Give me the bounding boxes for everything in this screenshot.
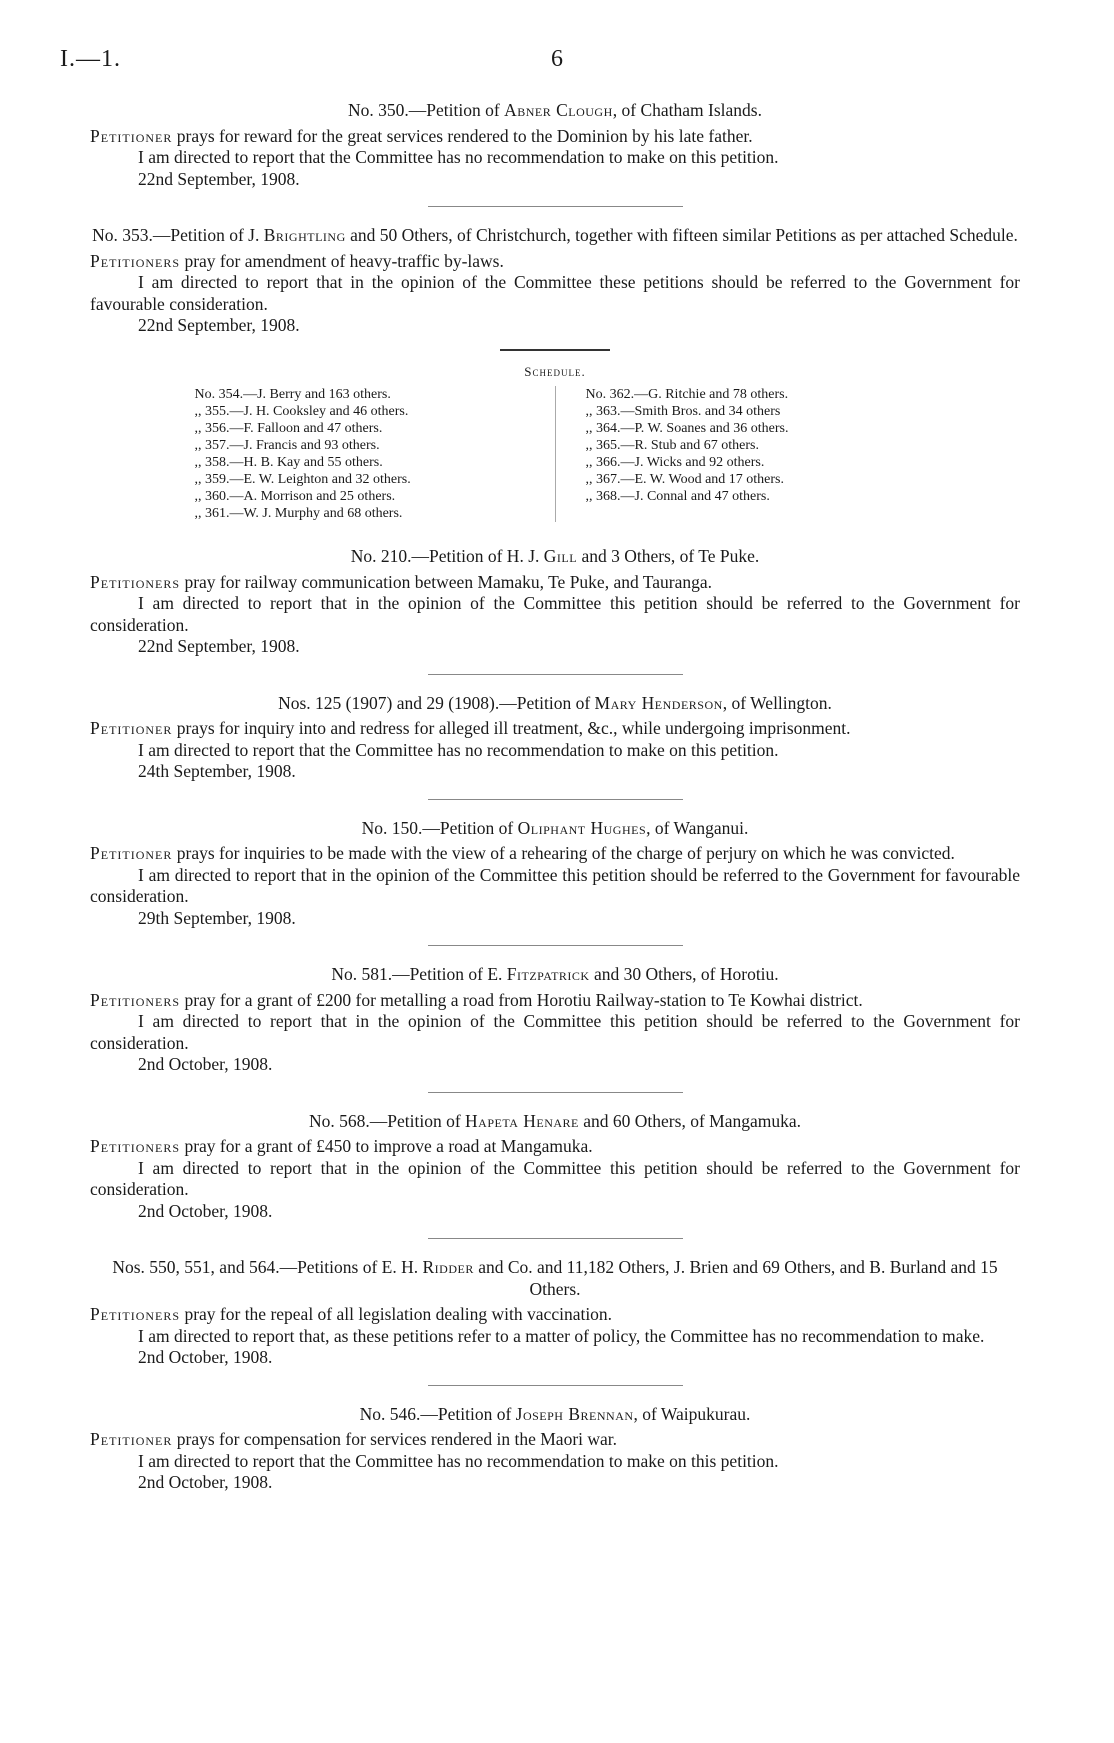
petitioner-name: Brightling — [263, 225, 346, 245]
petition-prayer: Petitioners pray for the repeal of all legislation dealing with vaccination. — [90, 1304, 613, 1324]
petitioner-name: Mary Henderson — [594, 692, 723, 713]
petition-prayer: Petitioners pray for railway communication between Mamaku, Te Puke, and Tauranga. — [90, 571, 713, 592]
section-divider — [428, 799, 683, 800]
schedule-item: ,, 368.—J. Connal and 47 others. — [585, 489, 770, 504]
petition-title: No. 210.—Petition of H. J. Gill and 3 Others, of Te Puke. — [350, 546, 760, 566]
schedule-item: ,, 355.—J. H. Cooksley and 46 others. — [194, 404, 409, 419]
report-date: 22nd September, 1908. — [138, 168, 300, 189]
petition-title: No. 150.—Petition of Oliphant Hughes, of Wanganui. — [361, 817, 749, 838]
committee-report: I am directed to report that the Committee has no recommendation to make on this petition. — [138, 739, 779, 760]
schedule-right-column — [556, 386, 916, 522]
petitioner-name: Ridder — [422, 1257, 474, 1277]
report-date: 2nd October, 1908. — [138, 1347, 273, 1367]
petition-section — [90, 100, 1020, 190]
committee-report: I am directed to report that in the opinion of the Committee this petition should be referred to the Government for favourable consideration. — [90, 864, 1020, 906]
report-date: 22nd September, 1908. — [138, 315, 300, 335]
committee-report: I am directed to report that the Committee has no recommendation to make on this petition. — [138, 1450, 779, 1471]
petition-prayer: Petitioners pray for amendment of heavy-traffic by-laws. — [90, 250, 504, 271]
report-date: 2nd October, 1908. — [138, 1200, 273, 1221]
schedule-item: ,, 360.—A. Morrison and 25 others. — [194, 489, 396, 504]
petitioner-name: Hapeta Henare — [465, 1110, 579, 1131]
committee-report: I am directed to report that, as these petitions refer to a matter of policy, the Committee has no recommendation to make. — [138, 1325, 985, 1346]
petitioner-name: Fitzpatrick — [506, 964, 590, 984]
petition-title: No. 353.—Petition of J. Brightling and 50 Others, of Christchurch, together with fifteen similar Petitions as per attached Schedule. — [92, 225, 1018, 245]
committee-report: I am directed to report that in the opinion of the Committee these petitions should be referred to the Government for favourable consideration. — [90, 272, 1020, 314]
petition-prayer: Petitioner prays for inquiry into and redress for alleged ill treatment, &c., while undergoing imprisonment. — [90, 718, 851, 738]
committee-report: I am directed to report that the Committee has no recommendation to make on this petition. — [138, 147, 779, 167]
page-number: 6 — [551, 46, 563, 72]
schedule-title: Schedule. — [524, 363, 586, 379]
committee-report: I am directed to report that in the opinion of the Committee this petition should be referred to the Government for consideration. — [90, 1011, 1020, 1053]
committee-report: I am directed to report that in the opinion of the Committee this petition should be referred to the Government for consideration. — [90, 593, 1020, 635]
petition-title: No. 568.—Petition of Hapeta Henare and 60 Others, of Mangamuka. — [308, 1110, 801, 1131]
schedule-divider — [500, 349, 610, 351]
petition-prayer: Petitioner prays for inquiries to be made with the view of a rehearing of the charge of perjury on which he was convicted. — [90, 843, 955, 863]
document-reference: I.—1. — [60, 46, 121, 72]
schedule-item: ,, 361.—W. J. Murphy and 68 others. — [194, 506, 403, 521]
petitioner-name: Joseph Brennan — [515, 1403, 634, 1424]
committee-report: I am directed to report that in the opinion of the Committee this petition should be referred to the Government for consideration. — [90, 1157, 1020, 1199]
petition-title: Nos. 550, 551, and 564.—Petitions of E. H. Ridder and Co. and 11,182 Others, J. Brien and 69 Others, and B. Burland and 15 Others. — [112, 1257, 998, 1299]
schedule-item: ,, 366.—J. Wicks and 92 others. — [585, 455, 765, 470]
report-date: 2nd October, 1908. — [138, 1472, 273, 1492]
section-divider — [428, 945, 683, 946]
section-divider — [428, 1092, 683, 1093]
petitioner-name: Oliphant Hughes — [517, 817, 647, 838]
schedule-item: ,, 359.—E. W. Leighton and 32 others. — [194, 472, 411, 487]
petition-prayer: Petitioners pray for a grant of £450 to improve a road at Mangamuka. — [90, 1136, 593, 1156]
schedule-item: ,, 365.—R. Stub and 67 others. — [585, 438, 759, 453]
report-date: 2nd October, 1908. — [138, 1054, 273, 1074]
petition-prayer: Petitioners pray for a grant of £200 for metalling a road from Horotiu Railway-station to Te Kowhai district. — [90, 989, 863, 1010]
section-divider — [428, 206, 683, 207]
petition-title: No. 581.—Petition of E. Fitzpatrick and 30 Others, of Horotiu. — [331, 964, 779, 984]
petition-section — [90, 546, 1020, 658]
page-content — [90, 100, 1020, 1494]
report-date: 24th September, 1908. — [138, 761, 296, 781]
petition-title: Nos. 125 (1907) and 29 (1908).—Petition of Mary Henderson, of Wellington. — [278, 692, 832, 713]
petition-section — [90, 1111, 1020, 1223]
petition-section — [90, 818, 1020, 930]
petition-section — [90, 1257, 1020, 1369]
petition-section — [90, 225, 1020, 337]
schedule-item: ,, 364.—P. W. Soanes and 36 others. — [585, 421, 789, 436]
petition-section — [90, 964, 1020, 1076]
schedule-item: ,, 358.—H. B. Kay and 55 others. — [194, 455, 383, 470]
schedule-left-column — [195, 386, 556, 522]
petitioner-name: Abner Clough — [504, 100, 613, 120]
petition-section — [90, 1404, 1020, 1494]
section-divider — [428, 1238, 683, 1239]
petition-section — [90, 693, 1020, 783]
report-date: 29th September, 1908. — [138, 907, 296, 928]
petition-prayer: Petitioner prays for reward for the great services rendered to the Dominion by his late father. — [90, 125, 753, 146]
report-date: 22nd September, 1908. — [138, 636, 300, 656]
petitioner-name: Gill — [543, 546, 578, 566]
schedule-table — [90, 386, 1020, 522]
section-divider — [428, 674, 683, 675]
schedule-item: ,, 356.—F. Falloon and 47 others. — [194, 421, 383, 436]
petition-title: No. 546.—Petition of Joseph Brennan, of Waipukurau. — [359, 1403, 751, 1424]
section-divider — [428, 1385, 683, 1386]
schedule-item: ,, 363.—Smith Bros. and 34 others — [585, 404, 781, 419]
schedule-item: No. 354.—J. Berry and 163 others. — [194, 387, 391, 402]
petition-prayer: Petitioner prays for compensation for services rendered in the Maori war. — [90, 1429, 618, 1449]
schedule-item: No. 362.—G. Ritchie and 78 others. — [585, 387, 789, 402]
schedule-item: ,, 367.—E. W. Wood and 17 others. — [585, 472, 784, 487]
petition-title: No. 350.—Petition of Abner Clough, of Chatham Islands. — [348, 100, 762, 120]
schedule-item: ,, 357.—J. Francis and 93 others. — [194, 438, 380, 453]
